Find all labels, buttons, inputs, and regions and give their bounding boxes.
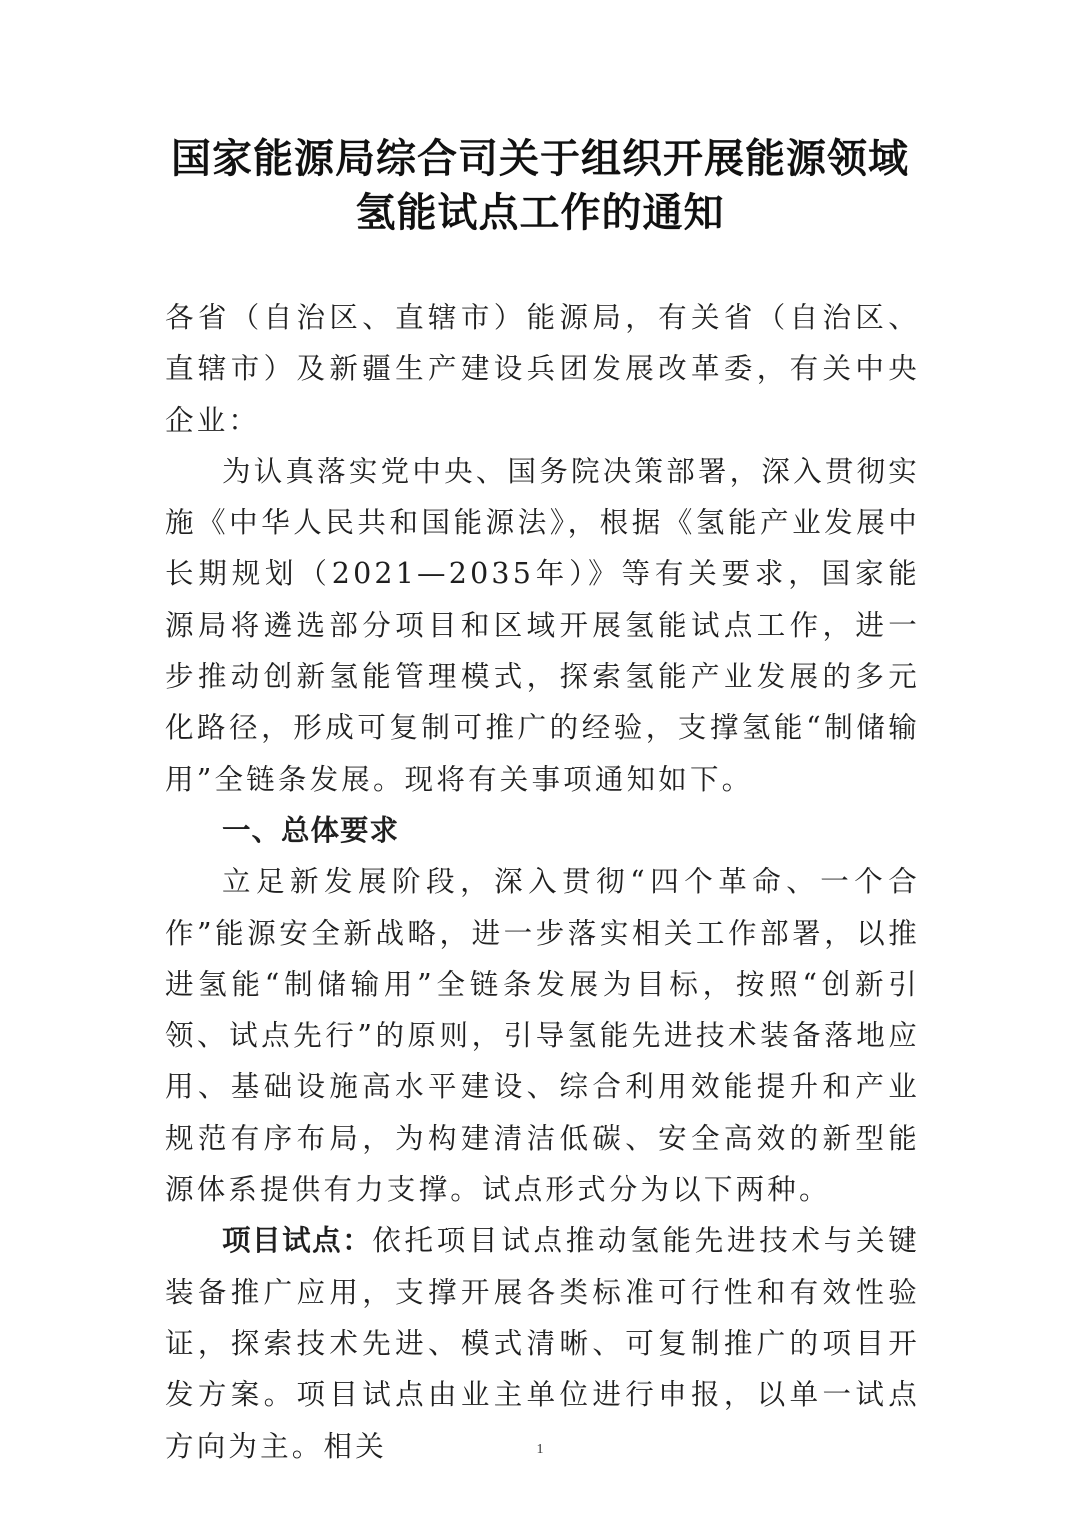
salutation: 各省（自治区、直辖市）能源局，有关省（自治区、直辖市）及新疆生产建设兵团发展改革委，有关中央企业： (165, 301, 920, 437)
title-line-1: 国家能源局综合司关于组织开展能源领域 (171, 135, 909, 182)
document-body (165, 292, 920, 1472)
intro-paragraph: 为认真落实党中央、国务院决策部署，深入贯彻实施《中华人民共和国能源法》，根据《氢能产业发展中长期规划（2021—2035年）》等有关要求，国家能源局将遴选部分项目和区域开展氢能试点工作，进一步推动创新氢能管理模式，探索氢能产业发展的多元化路径，形成可复制可推广的经验，支撑氢能“制储输用”全链条发展。现将有关事项通知如下。 (165, 454, 920, 796)
project-pilot-paragraph (165, 1215, 920, 1471)
project-pilot-text: 依托项目试点推动氢能先进技术与关键装备推广应用，支撑开展各类标准可行性和有效性验证，探索技术先进、模式清晰、可复制推广的项目开发方案。项目试点由业主单位进行申报，以单一试点方向为主。相关 (165, 1224, 920, 1463)
document-title (0, 132, 1080, 240)
project-pilot-label: 项目试点： (222, 1224, 373, 1258)
title-line-2: 氢能试点工作的通知 (355, 189, 725, 236)
page-number: 1 (536, 1442, 544, 1457)
section-heading-general-requirements: 一、总体要求 (222, 813, 400, 847)
general-requirements-paragraph: 立足新发展阶段，深入贯彻“四个革命、一个合作”能源安全新战略，进一步落实相关工作部署，以推进氢能“制储输用”全链条发展为目标，按照“创新引领、试点先行”的原则，引导氢能先进技术装备落地应用、基础设施高水平建设、综合利用效能提升和产业规范有序布局，为构建清洁低碳、安全高效的新型能源体系提供有力支撑。试点形式分为以下两种。 (165, 865, 920, 1207)
